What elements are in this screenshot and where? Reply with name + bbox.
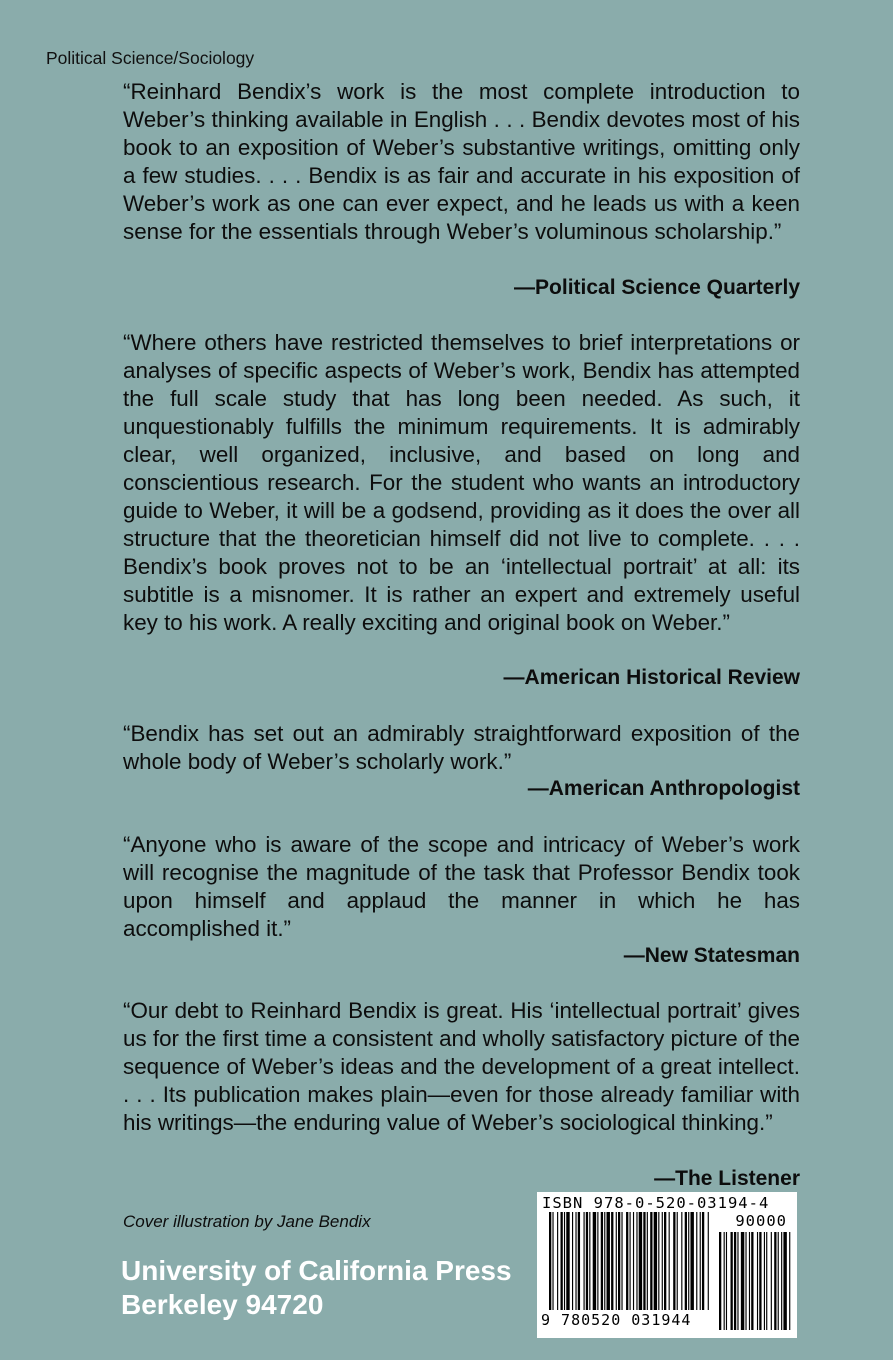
barcode-addon-bar bbox=[764, 1232, 765, 1330]
barcode-bar bbox=[658, 1212, 659, 1310]
barcode-bar bbox=[664, 1212, 666, 1310]
barcode-bar bbox=[626, 1212, 628, 1310]
barcode-addon-bar bbox=[789, 1232, 790, 1330]
barcode-bar bbox=[673, 1212, 675, 1310]
barcode-bar bbox=[681, 1212, 682, 1310]
review-source: —American Anthropologist bbox=[527, 777, 800, 800]
barcode-bar bbox=[586, 1212, 588, 1310]
cover-credit: Cover illustration by Jane Bendix bbox=[123, 1212, 371, 1231]
barcode-bar bbox=[650, 1212, 652, 1310]
barcode-addon-bar bbox=[731, 1232, 733, 1330]
barcode-bar bbox=[639, 1212, 642, 1310]
barcode-addon-bar bbox=[759, 1232, 761, 1330]
barcode-bar bbox=[621, 1212, 622, 1310]
review-quote bbox=[123, 329, 800, 637]
review-quote bbox=[123, 831, 800, 943]
barcode-box bbox=[537, 1192, 797, 1338]
barcode-bar bbox=[611, 1212, 613, 1310]
barcode-bar bbox=[669, 1212, 670, 1310]
barcode-addon-bar bbox=[757, 1232, 758, 1330]
barcode-bar bbox=[702, 1212, 704, 1310]
barcode-bar bbox=[572, 1212, 573, 1310]
review-text: “Bendix has set out an admirably straightforward exposition of the whole body of Weber’s scholarly work.” bbox=[123, 721, 800, 774]
barcode-addon-bar bbox=[734, 1232, 736, 1330]
barcode-addon-bar bbox=[751, 1232, 753, 1330]
review-source: —Political Science Quarterly bbox=[514, 276, 800, 299]
barcode-bar bbox=[696, 1212, 697, 1310]
barcode-addon-bar bbox=[778, 1232, 779, 1330]
barcode-bar bbox=[575, 1212, 576, 1310]
barcode-bar bbox=[708, 1212, 709, 1310]
barcode-bar bbox=[584, 1212, 585, 1310]
barcode-bar bbox=[601, 1212, 603, 1310]
category-label: Political Science/Sociology bbox=[46, 48, 255, 68]
barcode-bar bbox=[662, 1212, 663, 1310]
barcode-bar bbox=[561, 1212, 563, 1310]
review-text: “Reinhard Bendix’s work is the most complete introduction to Weber’s thinking available in English . . . Bendix devotes most of his book to an exposition of Weber’s substantive writings, omitting only a few studies. . . . Bendix is as fair and accurate in his exposition of Weber’s work as one can ever expect, and he leads us with a keen sense for the essentials through Weber’s voluminous scholarship.” bbox=[123, 79, 800, 244]
review-source: —New Statesman bbox=[623, 944, 800, 967]
barcode-addon-bar bbox=[781, 1232, 782, 1330]
review-source: —American Historical Review bbox=[503, 666, 800, 689]
barcode-addon-bar bbox=[766, 1232, 767, 1330]
barcode-bar bbox=[700, 1212, 701, 1310]
barcode-bar bbox=[647, 1212, 648, 1310]
barcode-bar bbox=[578, 1212, 580, 1310]
barcode-bar bbox=[677, 1212, 678, 1310]
barcode-bar bbox=[564, 1212, 565, 1310]
review-source: —The Listener bbox=[654, 1167, 800, 1190]
barcode-bar bbox=[549, 1212, 551, 1310]
barcode-addon-bar bbox=[724, 1232, 725, 1330]
review-text: “Where others have restricted themselves to brief interpretations or analyses of specific aspects of Weber’s work, Bendix has attempted the full scale study that has long been needed. As such, it unquestionably fulfills the minimum requirements. It is admirably clear, well organized, inclusive, and based on long and conscientious research. For the student who wants an introductory guide to Weber, it will be a godsend, providing as it does the over all structure that the theoretician himself did not live to complete. . . . Bendix’s book proves not to be an ‘intellectual portrait’ at all: its subtitle is a misnomer. It is rather an expert and extremely useful key to his work. A really exciting and original book on Weber.” bbox=[123, 330, 800, 635]
review-quote bbox=[123, 720, 800, 776]
barcode-bar bbox=[685, 1212, 687, 1310]
publisher-block bbox=[121, 1254, 512, 1322]
barcode-bar bbox=[552, 1212, 553, 1310]
barcode-addon-bar bbox=[745, 1232, 746, 1330]
barcode-addon-bar bbox=[737, 1232, 738, 1330]
barcode-addon-bar bbox=[719, 1232, 721, 1330]
barcode-bar bbox=[690, 1212, 693, 1310]
barcode-bar bbox=[654, 1212, 657, 1310]
barcode-addon-bar bbox=[741, 1232, 744, 1330]
barcode-bar bbox=[636, 1212, 637, 1310]
isbn-label: ISBN 978-0-520-03194-4 bbox=[542, 1194, 770, 1212]
price-code: 90000 bbox=[735, 1212, 787, 1230]
barcode-bar bbox=[618, 1212, 620, 1310]
barcode-bar bbox=[643, 1212, 645, 1310]
barcode-bar bbox=[566, 1212, 569, 1310]
barcode-bar bbox=[688, 1212, 689, 1310]
review-text: “Our debt to Reinhard Bendix is great. His ‘intellectual portrait’ gives us for the first time a consistent and wholly satisfactory picture of the sequence of Weber’s ideas and the development of a great intellect. . . . Its publication makes plain—even for those already familiar with his writings—the enduring value of Weber’s sociological thinking.” bbox=[123, 998, 800, 1135]
barcode-digits: 9 780520 031944 bbox=[541, 1311, 692, 1329]
barcode-addon-bar bbox=[774, 1232, 776, 1330]
publisher-name: University of California Press bbox=[121, 1255, 512, 1286]
barcode-bar bbox=[607, 1212, 610, 1310]
barcode-bar bbox=[593, 1212, 596, 1310]
barcode-bar bbox=[604, 1212, 605, 1310]
barcode-bar bbox=[633, 1212, 634, 1310]
barcode-bar bbox=[589, 1212, 590, 1310]
review-quote bbox=[123, 78, 800, 246]
review-quote bbox=[123, 997, 800, 1137]
barcode-bar bbox=[630, 1212, 631, 1310]
barcode-bar bbox=[597, 1212, 598, 1310]
barcode-addon-bar bbox=[771, 1232, 772, 1330]
barcode-bar bbox=[616, 1212, 617, 1310]
publisher-city: Berkeley 94720 bbox=[121, 1289, 324, 1320]
barcode-addon-bar bbox=[726, 1232, 727, 1330]
barcode-addon-bar bbox=[783, 1232, 786, 1330]
barcode-bar bbox=[557, 1212, 558, 1310]
barcode-addon-bar bbox=[749, 1232, 750, 1330]
review-text: “Anyone who is aware of the scope and intricacy of Weber’s work will recognise the magnitude of the task that Professor Bendix took upon himself and applaud the manner in which he has accomplished it.” bbox=[123, 832, 800, 941]
